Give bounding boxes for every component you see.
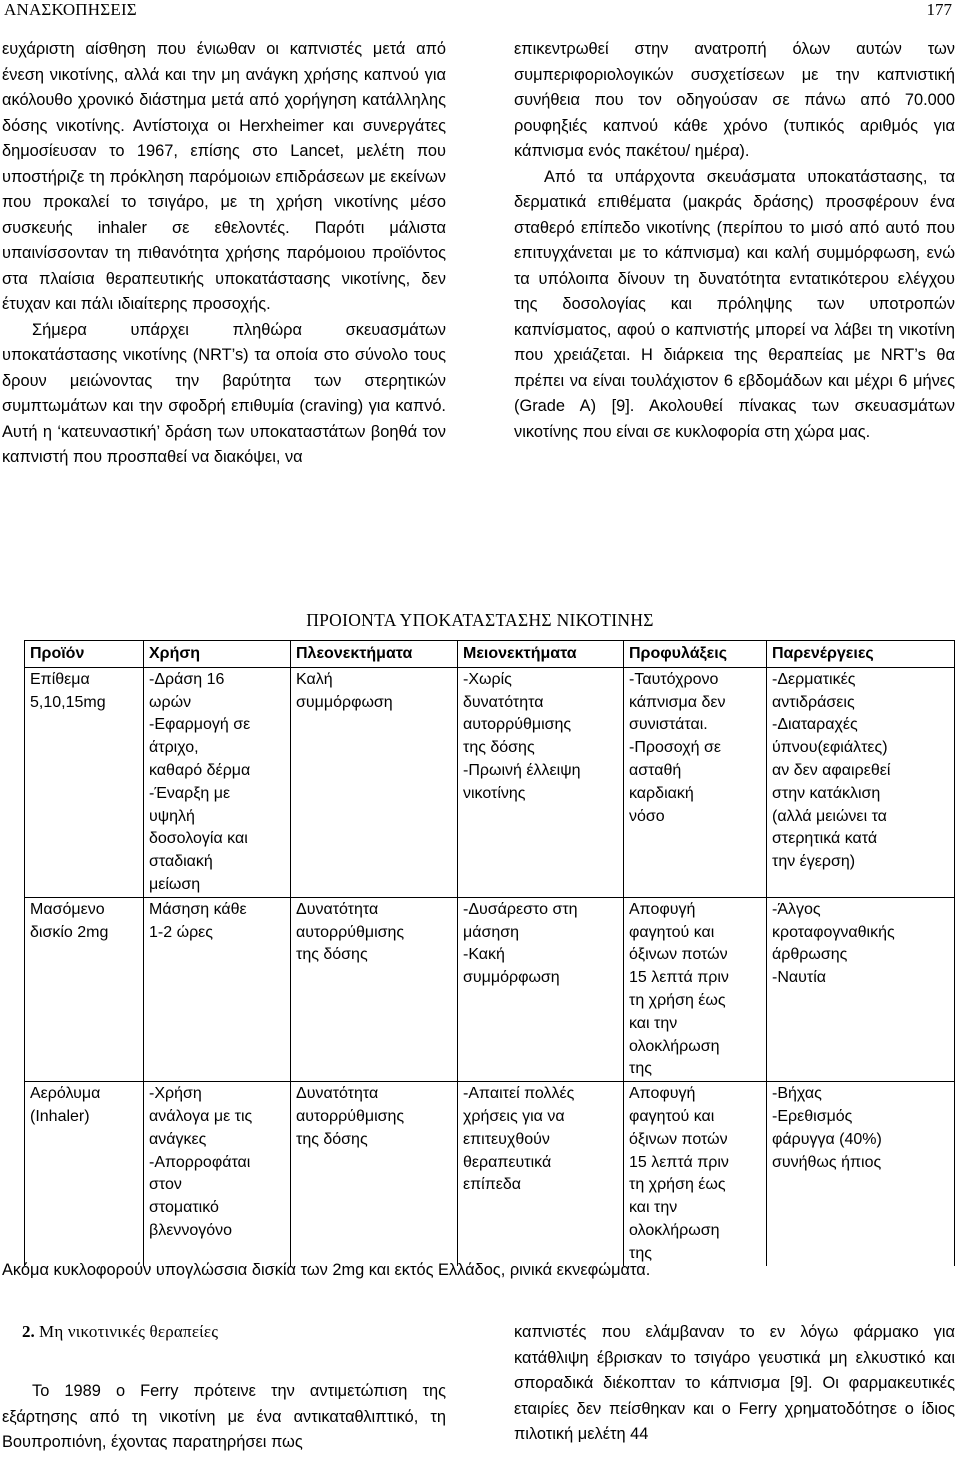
table-cell-precautions bbox=[624, 897, 767, 1081]
table-cell-product bbox=[25, 667, 144, 897]
cell-text-line: -Απορροφάται bbox=[149, 1153, 251, 1171]
trailing-reference-number: 44 bbox=[630, 1425, 649, 1443]
cell-text-line: ωρών bbox=[149, 693, 192, 711]
cell-text-line: -Δυσάρεστο στη bbox=[463, 900, 578, 918]
cell-text-line: -Έναρξη με bbox=[149, 784, 231, 802]
cell-text-line: Αποφυγή bbox=[629, 900, 696, 918]
cell-text-line: -Ταυτόχρονο bbox=[629, 670, 719, 688]
column-header-product: Προϊόν bbox=[25, 641, 144, 668]
cell-text-line: άτριχο, bbox=[149, 739, 199, 757]
cell-text-line: μείωση bbox=[149, 875, 201, 893]
table-cell-usage bbox=[144, 667, 291, 897]
cell-text-line: Μασόμενο bbox=[30, 900, 105, 918]
table-row bbox=[25, 897, 955, 1081]
table-cell-side-effects bbox=[767, 897, 955, 1081]
cell-text-line: δυνατότητα bbox=[463, 693, 544, 711]
cell-text-line: κροταφογναθικής bbox=[772, 923, 895, 941]
nicotine-replacement-table bbox=[24, 640, 955, 1266]
table-cell-advantages bbox=[291, 1082, 458, 1266]
cell-text-line: άρθρωσης bbox=[772, 946, 848, 964]
cell-text-line: Καλή bbox=[296, 670, 333, 688]
cell-text-line: και την bbox=[629, 1014, 678, 1032]
cell-text-line: (Inhaler) bbox=[30, 1107, 90, 1125]
cell-text-line: -Χωρίς bbox=[463, 670, 512, 688]
cell-text-line: -Άλγος bbox=[772, 900, 821, 918]
left-paragraph-1: ευχάριστη αίσθηση που ένιωθαν οι καπνιστές μετά από ένεση νικοτίνης, αλλά και την μη ανάγκη χρήσης καπνού για ακόλουθο χρονικό διάστημα μετά από χορήγηση κατάλληλης δόσης νικοτίνης. Αντίστοιχα οι Herxheimer και συνεργάτες δημοσίευσαν το 1967, επίσης στο Lancet, μελέτη που υποστήριζε τη πρόκληση παρόμοιων επιδράσεων με εκείνων που προκαλεί το τσιγάρο, με τη χρήση νικοτίνης μέσο συσκευής inhaler σε εθελοντές. Παρότι μάλιστα υπαινίσσονταν τη πιθανότητα χρήσης παρόμοιου προϊόντος στα πλαίσια θεραπευτικής υποκατάστασης νικοτίνης, δεν έτυχαν και πάλι ιδιαίτερης προσοχής. bbox=[2, 40, 446, 313]
table-cell-product bbox=[25, 897, 144, 1081]
cell-text-line: όξινων ποτών bbox=[629, 946, 728, 964]
column-header-side-effects: Παρενέργειες bbox=[767, 641, 955, 668]
column-header-advantages: Πλεονεκτήματα bbox=[291, 641, 458, 668]
cell-text-line: Αποφυγή bbox=[629, 1085, 696, 1103]
cell-text-line: -Εφαρμογή σε bbox=[149, 716, 251, 734]
cell-text-line: της bbox=[629, 1244, 652, 1262]
bottom-right-paragraph bbox=[514, 1320, 955, 1448]
column-header-precautions: Προφυλάξεις bbox=[624, 641, 767, 668]
cell-text-line: νόσο bbox=[629, 807, 665, 825]
table-cell-advantages bbox=[291, 667, 458, 897]
cell-text-line: επίπεδα bbox=[463, 1176, 522, 1194]
cell-text-line: αντιδράσεις bbox=[772, 693, 855, 711]
cell-text-line: -Πρωινή έλλειψη bbox=[463, 761, 581, 779]
cell-text-line: -Ναυτία bbox=[772, 969, 827, 987]
table-cell-usage bbox=[144, 1082, 291, 1266]
cell-text-line: ασταθή bbox=[629, 761, 682, 779]
cell-text-line: -Δερματικές bbox=[772, 670, 856, 688]
table-row bbox=[25, 1082, 955, 1266]
cell-text-line: Δυνατότητα bbox=[296, 900, 379, 918]
cell-text-line: -Προσοχή σε bbox=[629, 739, 721, 757]
cell-text-line: ανάγκες bbox=[149, 1130, 207, 1148]
cell-text-line: νικοτίνης bbox=[463, 784, 526, 802]
table-cell-disadvantages bbox=[458, 667, 624, 897]
cell-text-line: Μάσηση κάθε bbox=[149, 900, 247, 918]
cell-text-line: ολοκλήρωση bbox=[629, 1221, 720, 1239]
column-header-usage: Χρήση bbox=[144, 641, 291, 668]
cell-text-line: (αλλά μειώνει τα bbox=[772, 807, 887, 825]
cell-text-line: συνιστάται. bbox=[629, 716, 708, 734]
cell-text-line: Επίθεμα bbox=[30, 670, 90, 688]
cell-text-line: της δόσης bbox=[296, 1130, 368, 1148]
section-title: Μη νικοτινικές θεραπείες bbox=[39, 1322, 219, 1341]
cell-text-line: Δυνατότητα bbox=[296, 1085, 379, 1103]
table-cell-product bbox=[25, 1082, 144, 1266]
bottom-right-column bbox=[514, 1320, 955, 1448]
cell-text-line: όξινων ποτών bbox=[629, 1130, 728, 1148]
cell-text-line: 5,10,15mg bbox=[30, 693, 106, 711]
cell-text-line: -Χρήση bbox=[149, 1085, 202, 1103]
right-paragraph-2: Από τα υπάρχοντα σκευάσματα υποκατάστασης, τα δερματικά επιθέματα (μακράς δράσης) προσφέρουν ένα σταθερό επίπεδο νικοτίνης (περίπου το μισό από αυτό που επιτυγχάνεται με το κάπνισμα) και καλή συμμόρφωση, ενώ τα υπόλοιπα δίνουν τη δυνατότητα εντατικότερου ελέγχου της δοσολογίας και πρόληψης των υποτροπών καπνίσματος, αφού ο καπνιστής μπορεί να λάβει τη νικοτίνη που χρειάζεται. Η διάρκεια της θεραπείας με NRT’s θα πρέπει να είναι τουλάχιστον 6 εβδομάδων και μέχρι 6 μήνες (Grade A) [9]. Ακολουθεί πίνακας των σκευασμάτων νικοτίνης που είναι σε κυκλοφορία στη χώρα μας. bbox=[514, 167, 955, 441]
cell-text-line: δοσολογία και bbox=[149, 830, 248, 848]
table-cell-precautions bbox=[624, 667, 767, 897]
cell-text-line: και την bbox=[629, 1199, 678, 1217]
cell-text-line: -Βήχας bbox=[772, 1085, 822, 1103]
left-paragraph-2: Σήμερα υπάρχει πληθώρα σκευασμάτων υποκατάστασης νικοτίνης (NRT’s) τα οποία στο σύνολο τους δρουν μειώνοντας την βαρύτητα των στερητικών συμπτωμάτων και την σφοδρή επιθυμία (craving) για καπνό. Αυτή η ‘κατευναστική’ δράση των υποκαταστάτων βοηθά τον καπνιστή που προσπαθεί να διακόψει, να bbox=[2, 320, 446, 466]
cell-text-line: 1-2 ώρες bbox=[149, 923, 214, 941]
table-body bbox=[25, 667, 955, 1265]
cell-text-line: αν δεν αφαιρεθεί bbox=[772, 761, 891, 779]
cell-text-line: συμμόρφωση bbox=[296, 693, 393, 711]
cell-text-line: 15 λεπτά πριν bbox=[629, 969, 729, 987]
cell-text-line: μάσηση bbox=[463, 923, 520, 941]
table-cell-side-effects bbox=[767, 667, 955, 897]
left-text-column bbox=[2, 37, 446, 471]
bottom-left-paragraph: Το 1989 ο Ferry πρότεινε την αντιμετώπιση της εξάρτησης από τη νικοτίνη με ένα αντικαταθλιπτικό, τη Βουπροπιόνη, έχοντας παρατηρήσει πως bbox=[2, 1382, 446, 1451]
cell-text-line: της δόσης bbox=[296, 946, 368, 964]
cell-text-line: της δόσης bbox=[463, 739, 535, 757]
right-paragraph-1: επικεντρωθεί στην ανατροπή όλων αυτών των συμπεριφοριολογικών συσχετίσεων με την καπνιστική συνήθεια που τον οδηγούσαν σε πάνω από 70.000 ρουφηξιές καπνού κάθε χρόνο (τυπικός αριθμός για κάπνισμα ενός πακέτου/ ημέρα). bbox=[514, 40, 955, 160]
table-cell-advantages bbox=[291, 897, 458, 1081]
running-header-section: ΑΝΑΣΚΟΠΗΣΕΙΣ bbox=[4, 0, 137, 19]
cell-text-line: επιτευχθούν bbox=[463, 1130, 550, 1148]
cell-text-line: Αερόλυμα bbox=[30, 1085, 101, 1103]
table-cell-precautions bbox=[624, 1082, 767, 1266]
cell-text-line: -Ερεθισμός bbox=[772, 1107, 853, 1125]
cell-text-line: φαγητού και bbox=[629, 1107, 715, 1125]
table-header-row bbox=[25, 641, 955, 668]
table-cell-disadvantages bbox=[458, 1082, 624, 1266]
cell-text-line: υψηλή bbox=[149, 807, 195, 825]
cell-text-line: καρδιακή bbox=[629, 784, 694, 802]
cell-text-line: -Απαιτεί πολλές bbox=[463, 1085, 575, 1103]
cell-text-line: αυτορρύθμισης bbox=[296, 1107, 405, 1125]
table-row bbox=[25, 667, 955, 897]
cell-text-line: καθαρό δέρμα bbox=[149, 761, 251, 779]
table-cell-usage bbox=[144, 897, 291, 1081]
cell-text-line: -Δράση 16 bbox=[149, 670, 225, 688]
cell-text-line: αυτορρύθμισης bbox=[463, 716, 572, 734]
table-cell-side-effects bbox=[767, 1082, 955, 1266]
section-heading bbox=[22, 1322, 218, 1342]
cell-text-line: δισκίο 2mg bbox=[30, 923, 109, 941]
cell-text-line: -Διαταραχές bbox=[772, 716, 858, 734]
cell-text-line: κάπνισμα δεν bbox=[629, 693, 726, 711]
cell-text-line: στερητικά κατά bbox=[772, 830, 878, 848]
cell-text-line: ανάλογα με τις bbox=[149, 1107, 253, 1125]
cell-text-line: συνήθως ήπιος bbox=[772, 1153, 882, 1171]
cell-text-line: φάρυγγα (40%) bbox=[772, 1130, 882, 1148]
cell-text-line: της bbox=[629, 1060, 652, 1078]
cell-text-line: σταδιακή bbox=[149, 853, 213, 871]
column-header-disadvantages: Μειονεκτήματα bbox=[458, 641, 624, 668]
cell-text-line: τη χρήση έως bbox=[629, 991, 726, 1009]
cell-text-line: χρήσεις για να bbox=[463, 1107, 565, 1125]
cell-text-line: την έγερση) bbox=[772, 853, 856, 871]
table-cell-disadvantages bbox=[458, 897, 624, 1081]
cell-text-line: βλεννογόνο bbox=[149, 1221, 233, 1239]
right-text-column bbox=[514, 37, 955, 445]
cell-text-line: θεραπευτικά bbox=[463, 1153, 552, 1171]
cell-text-line: τη χρήση έως bbox=[629, 1176, 726, 1194]
cell-text-line: στην κατάκλιση bbox=[772, 784, 881, 802]
bottom-right-text: καπνιστές που ελάμβαναν το εν λόγω φάρμακο για κατάθλιψη έβρισκαν το τσιγάρο γευστικά μη ελκυστικό και σποραδικά διέκοπταν το κάπνισμα [9]. Οι φαρμακευτικές εταιρίες δεν πείσθηκαν και ο Ferry χρηματοδότησε ο ίδιος πιλοτική μελέτη bbox=[514, 1323, 955, 1443]
cell-text-line: στοματικό bbox=[149, 1199, 219, 1217]
section-number: 2. bbox=[22, 1322, 35, 1341]
cell-text-line: φαγητού και bbox=[629, 923, 715, 941]
table-title: ΠΡΟΙΟΝΤΑ ΥΠΟΚΑΤΑΣΤΑΣΗΣ ΝΙΚΟΤΙΝΗΣ bbox=[306, 610, 654, 630]
cell-text-line: -Κακή bbox=[463, 946, 505, 964]
cell-text-line: στον bbox=[149, 1176, 182, 1194]
cell-text-line: ύπνου(εφιάλτες) bbox=[772, 739, 888, 757]
table-footnote: Ακόμα κυκλοφορούν υπογλώσσια δισκία των 2mg και εκτός Ελλάδος, ρινικά εκνεφώματα. bbox=[2, 1261, 651, 1279]
bottom-left-column bbox=[2, 1379, 446, 1456]
cell-text-line: αυτορρύθμισης bbox=[296, 923, 405, 941]
cell-text-line: συμμόρφωση bbox=[463, 969, 560, 987]
cell-text-line: 15 λεπτά πριν bbox=[629, 1153, 729, 1171]
cell-text-line: ολοκλήρωση bbox=[629, 1037, 720, 1055]
page-number: 177 bbox=[926, 0, 952, 19]
